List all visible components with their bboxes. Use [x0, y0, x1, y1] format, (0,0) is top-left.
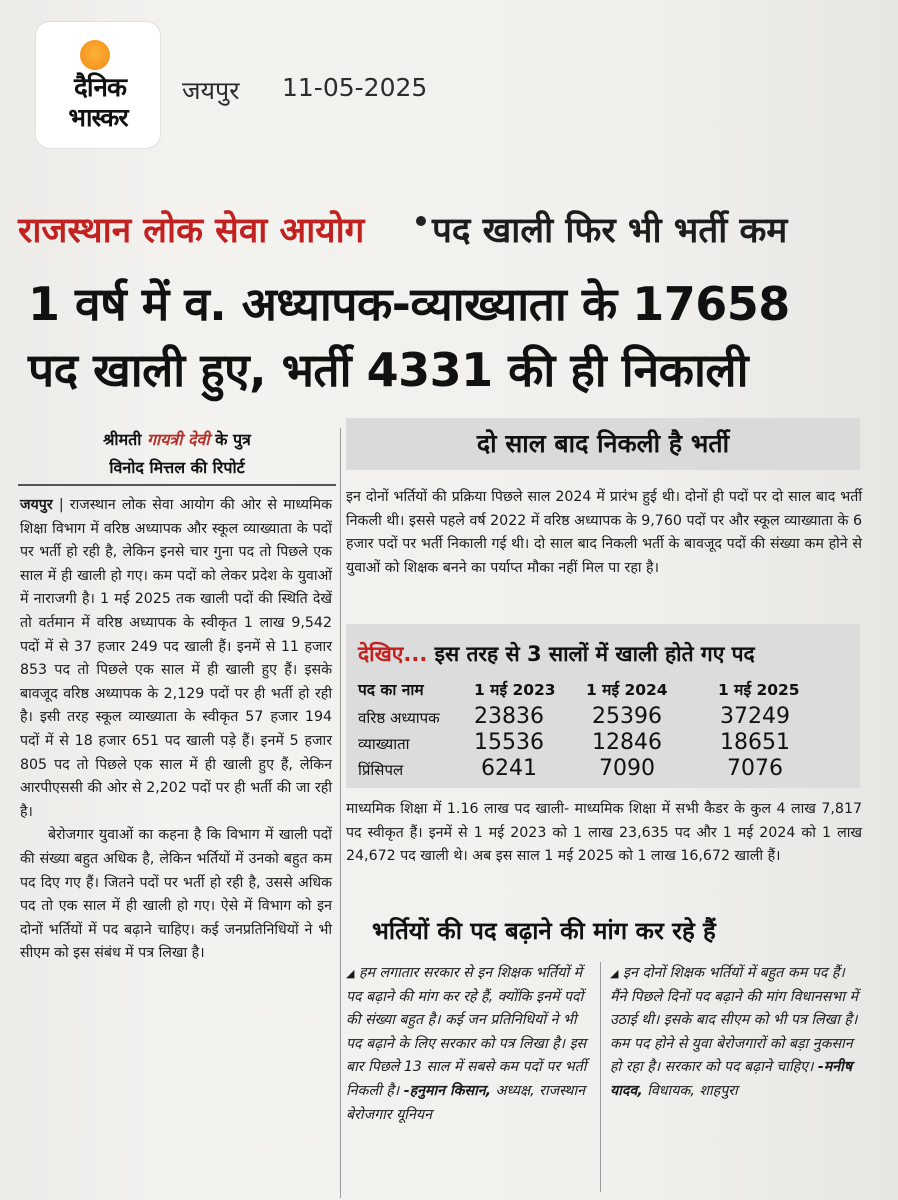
quote-bullet-icon: ◢ — [610, 967, 619, 980]
quote-1-role: अध्यक्ष, राजस्थान बेरोजगार यूनियन — [346, 1082, 586, 1123]
quote-2-role: विधायक, शाहपुरा — [647, 1082, 738, 1099]
left-para-1-text: राजस्थान लोक सेवा आयोग की ओर से माध्यमिक शिक्षा विभाग में वरिष्ठ अध्यापक और स्कूल व्याख्याता के पदों पर भर्ती हो रही है, लेकिन इनसे चार गुना पद तो पिछले एक साल में ही खाली हो गए। कम पदों को लेकर प्रदेश के युवाओं में नाराजगी है। 1 मई 2025 तक खाली पदों की स्थिति देखें तो वर्तमान में वरिष्ठ अध्यापक के स्वीकृत 1 लाख 9,542 पदों में से 37 हजार 249 पद खाली हैं। इनमें से 11 हजार 853 पद तो पिछले एक साल में ही खाली हुए हैं। इसके बावजूद वरिष्ठ अध्यापक के 2,129 पदों पर ही भर्ती हो रही है। इसी तरह स्कूल व्याख्याता के स्वीकृत 57 हजार 194 पदों में से 18 हजार 651 पद खाली पड़े हैं। इनमें 5 हजार 805 पद तो पिछले एक साल में ही खाली हुए हैं, लेकिन आरपीएससी की ओर से 2,202 पदों पर ही भर्ती की जा रही है। — [20, 497, 332, 820]
table-header-2023: 1 मई 2023 — [474, 681, 556, 699]
dateline-date: 11-05-2025 — [282, 73, 428, 102]
kicker-black: पद खाली फिर भी भर्ती कम — [432, 211, 788, 251]
headline-line-1: 1 वर्ष में व. अध्यापक-व्याख्याता के 17658 — [28, 277, 790, 331]
byline-divider — [18, 484, 336, 486]
table-cell: 6241 — [481, 756, 537, 781]
table-title-black: इस तरह से 3 सालों में खाली होते गए पद — [434, 642, 755, 666]
table-cell: 12846 — [592, 730, 662, 755]
quote-kisan — [346, 962, 594, 1127]
table-cell: 37249 — [720, 704, 790, 729]
vacancy-table-title — [358, 640, 755, 668]
vacancy-table-box — [346, 624, 860, 788]
quote-1-text: हम लगातार सरकार से इन शिक्षक भर्तियों में पद बढ़ाने की मांग कर रहे हैं, क्योंकि इनमें पदों की संख्या बहुत है। कई जन प्रतिनिधियों ने भी पद बढ़ाने के लिए सरकार को पत्र लिखा है। इस बार पिछले 13 साल में सबसे कम पदों पर भर्ती निकली है। — [346, 965, 587, 1099]
kicker-separator-dot — [416, 216, 426, 226]
table-header-post: पद का नाम — [358, 681, 424, 699]
logo-text-line2: भास्कर — [68, 103, 128, 132]
byline-reporter: विनोद मित्तल की रिपोर्ट — [109, 458, 245, 477]
column-divider — [340, 428, 341, 1198]
demand-heading: भर्तियों की पद बढ़ाने की मांग कर रहे हैं — [372, 917, 716, 945]
logo-text-line1: दैनिक — [74, 73, 126, 103]
left-para-2: बेरोजगार युवाओं का कहना है कि विभाग में खाली पदों की संख्या बहुत अधिक है, लेकिन भर्तियों में उनको बहुत कम पद दिए गए हैं। जितने पदों पर भर्ती हो रही है, उससे अधिक पद तो एक साल में ही खाली हो गए। ऐसे में विभाग को इन दोनों भर्तियों में पद बढ़ाने चाहिए। कई जनप्रतिनिधियों ने भी सीएम को इस संबंध में पत्र लिखा है। — [20, 827, 332, 962]
quote-2-signature: -मनीष यादव, — [610, 1059, 853, 1099]
left-para-1: जयपुर | राजस्थान लोक सेवा आयोग की ओर से माध्यमिक शिक्षा विभाग में वरिष्ठ अध्यापक और स्कूल व्याख्याता के पदों पर भर्ती हो रही है, लेकिन इनसे चार गुना पद तो पिछले एक साल में ही खाली हो गए। कम पदों को लेकर प्रदेश के युवाओं में नाराजगी है। 1 मई 2025 तक खाली पदों की स्थिति देखें तो वर्तमान में वरिष्ठ अध्यापक के स्वीकृत 1 लाख 9,542 पदों में से 37 हजार 249 पद खाली हैं। इनमें से 11 हजार 853 पद तो पिछले एक साल में ही खाली हुए हैं। इसके बावजूद वरिष्ठ अध्यापक के 2,129 पदों पर ही भर्ती हो रही है। इसी तरह स्कूल व्याख्याता के स्वीकृत 57 हजार 194 पदों में से 18 हजार 651 पद खाली पड़े हैं। इनमें 5 हजार 805 पद तो पिछले एक साल में ही खाली हुए हैं, लेकिन आरपीएससी की ओर से 2,202 पदों पर ही भर्ती की जा रही है। — [20, 497, 332, 820]
byline-suffix: के पुत्र — [215, 430, 251, 449]
headline-line-2: पद खाली हुए, भर्ती 4331 की ही निकाली — [28, 343, 749, 397]
right-para-2: माध्यमिक शिक्षा में 1.16 लाख पद खाली- माध्यमिक शिक्षा में सभी कैडर के कुल 4 लाख 7,817 पद स्वीकृत हैं। इनमें से 1 मई 2023 को 1 लाख 23,635 पद और 1 मई 2024 को 1 लाख 24,672 पद खाली थे। अब इस साल 1 मई 2025 को 1 लाख 16,672 खाली हैं। — [346, 801, 862, 865]
quote-yadav — [610, 962, 858, 1104]
table-cell: 23836 — [474, 704, 544, 729]
table-cell: 7090 — [599, 756, 655, 781]
quote-divider — [600, 962, 601, 1192]
quote-bullet-icon: ◢ — [346, 967, 355, 980]
dateline-city: जयपुर — [182, 76, 240, 105]
table-row-label: वरिष्ठ अध्यापक — [358, 709, 440, 727]
table-header-2024: 1 मई 2024 — [586, 681, 668, 699]
quote-1-signature: -हनुमान किसान, — [403, 1082, 492, 1099]
table-cell: 7076 — [727, 756, 783, 781]
table-header-2025: 1 मई 2025 — [718, 681, 800, 699]
kicker-red: राजस्थान लोक सेवा आयोग — [18, 211, 365, 251]
dateline-place: जयपुर — [20, 497, 53, 513]
quote-2-text: इन दोनों शिक्षक भर्तियों में बहुत कम पद हैं। मैंने पिछले दिनों पद बढ़ाने की मांग विधानसभा में उठाई थी। इसके बाद सीएम को भी पत्र लिखा है। कम पद होने से युवा बेरोजगारों को बड़ा नुकसान हो रहा है। सरकार को पद बढ़ाने चाहिए। — [610, 965, 858, 1076]
subhead-banner: दो साल बाद निकली है भर्ती — [346, 418, 860, 470]
left-column — [20, 494, 332, 966]
byline-mother-name: गायत्री देवी — [147, 430, 210, 449]
dainik-bhaskar-logo — [36, 22, 160, 148]
table-cell: 25396 — [592, 704, 662, 729]
byline-prefix: श्रीमती — [103, 430, 142, 449]
table-row-label: प्रिंसिपल — [358, 761, 404, 779]
right-para-1: इन दोनों भर्तियों की प्रक्रिया पिछले साल 2024 में प्रारंभ हुई थी। दोनों ही पदों पर दो साल बाद भर्ती निकली थी। इससे पहले वर्ष 2022 में वरिष्ठ अध्यापक के 9,760 पदों पर और स्कूल व्याख्याता के 6 हजार पदों पर भर्ती निकाली गई थी। दो साल बाद निकली भर्ती के बावजूद पदों की संख्या कम होने से युवाओं को शिक्षक बनने का पर्याप्त मौका नहीं मिल पा रहा है। — [346, 489, 862, 576]
sun-icon — [80, 40, 110, 70]
table-cell: 18651 — [720, 730, 790, 755]
table-row-label: व्याख्याता — [358, 735, 410, 753]
table-cell: 15536 — [474, 730, 544, 755]
table-title-red: देखिए... — [358, 642, 428, 666]
byline-line-1 — [18, 428, 336, 450]
